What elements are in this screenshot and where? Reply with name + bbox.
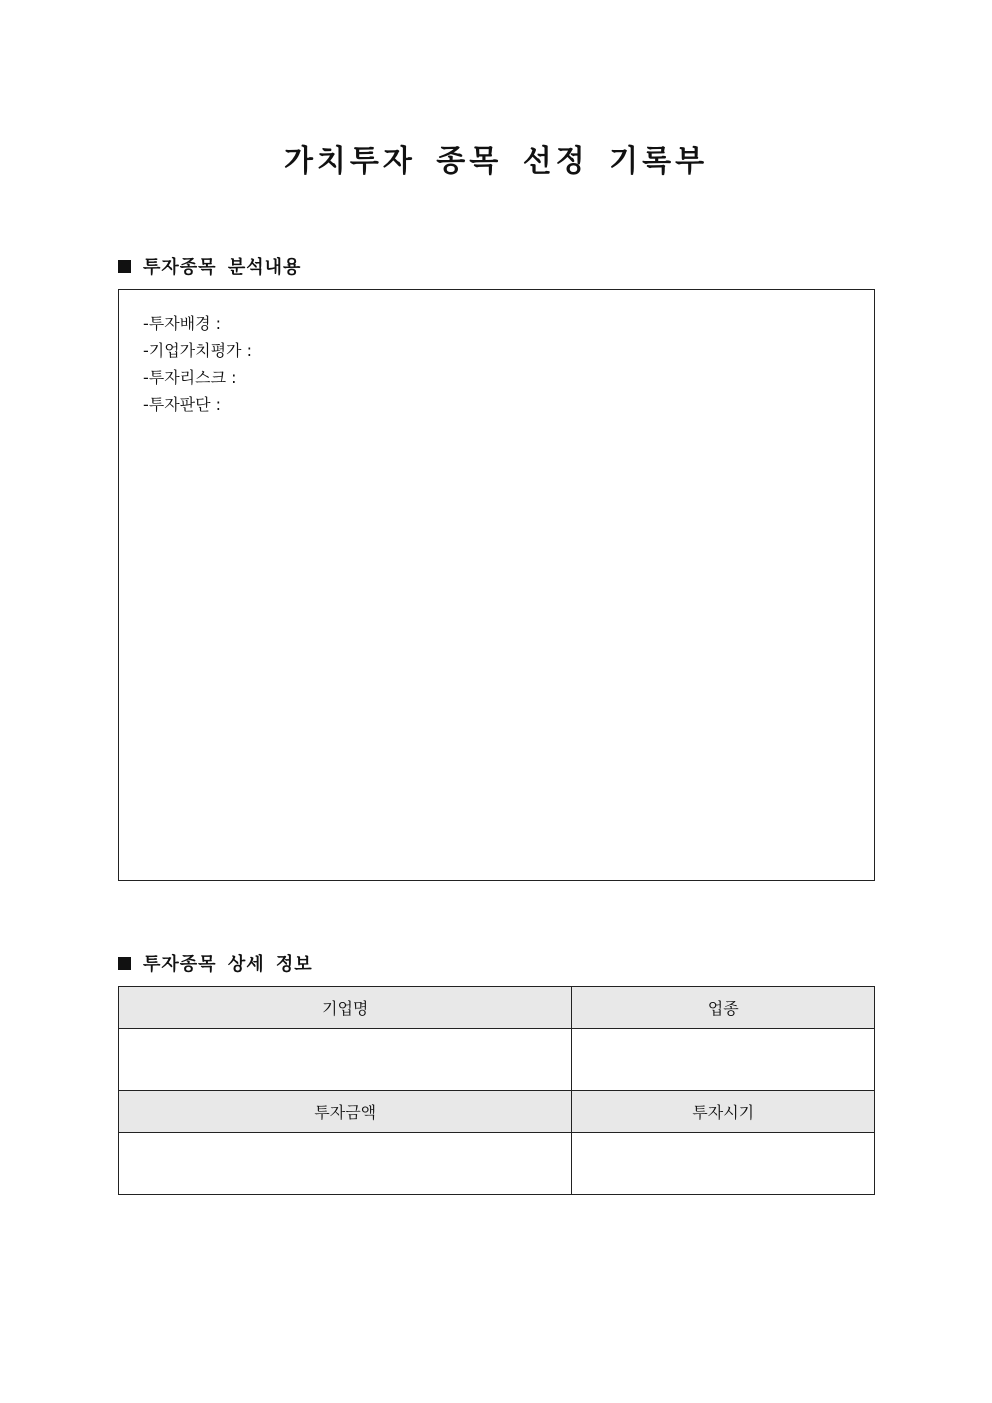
investment-amount-cell[interactable] (119, 1133, 572, 1195)
analysis-line-risk: -투자리스크 : (143, 368, 237, 387)
header-investment-amount: 투자금액 (119, 1091, 572, 1133)
page-title: 가치투자 종목 선정 기록부 (283, 144, 709, 179)
analysis-line-valuation: -기업가치평가 : (143, 341, 252, 360)
company-name-cell[interactable] (119, 1029, 572, 1091)
header-industry: 업종 (572, 987, 875, 1029)
analysis-line-decision: -투자판단 : (143, 395, 222, 414)
square-bullet-icon (118, 260, 131, 273)
analysis-heading-text: 투자종목 분석내용 (143, 257, 302, 278)
investment-date-cell[interactable] (572, 1133, 875, 1195)
industry-cell[interactable] (572, 1029, 875, 1091)
analysis-line-background: -투자배경 : (143, 314, 222, 333)
header-company-name: 기업명 (119, 987, 572, 1029)
header-investment-date: 투자시기 (572, 1091, 875, 1133)
details-table (118, 986, 875, 1195)
analysis-box[interactable] (118, 289, 875, 881)
square-bullet-icon (118, 957, 131, 970)
details-heading-text: 투자종목 상세 정보 (143, 954, 313, 975)
analysis-section-heading (118, 253, 301, 279)
details-section-heading (118, 950, 313, 976)
